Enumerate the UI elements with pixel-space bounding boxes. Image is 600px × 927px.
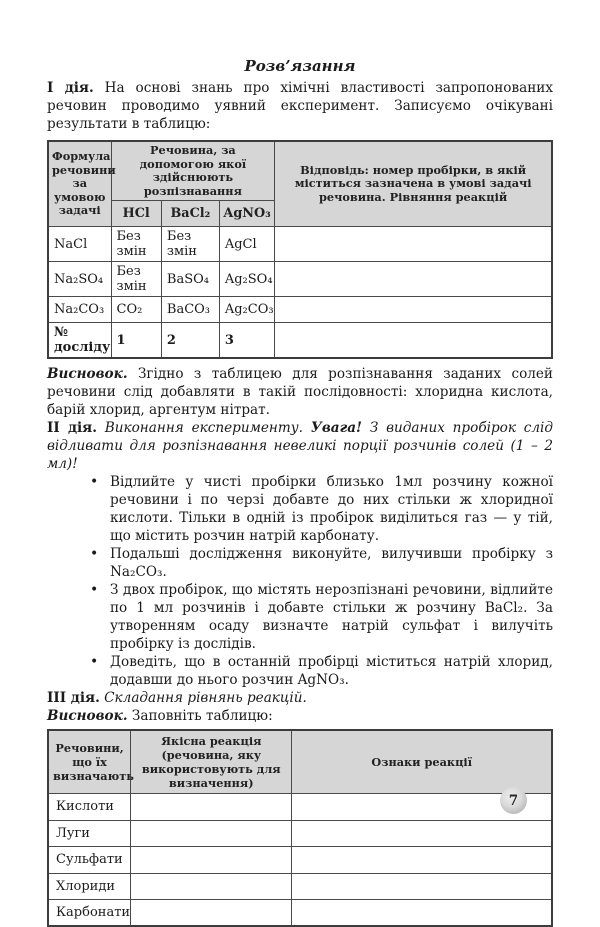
table-cell: Сульфати: [48, 847, 131, 874]
table-cell-empty: [275, 227, 552, 262]
qual-table-header-signs: Ознаки реакції: [292, 730, 552, 794]
table-cell-empty: [131, 847, 292, 874]
conclusion1-text: Згідно з таблицею для розпізнавання заданих солей речовини слід добавляти в такій послідовності: хлоридна кислота, барій хлорид, аргентум нітрат.: [47, 366, 553, 418]
table-cell-empty: [292, 873, 552, 900]
table-cell: CO₂: [111, 297, 161, 323]
recognition-table: [47, 140, 553, 359]
list-item: • З двох пробірок, що містять нерозпізнані речовини, відлийте по 1 мл розчинів і добавте стільки ж розчину BaCl₂. За утворенням осаду визначте натрій сульфат і вилучіть пробірку із дослідів.: [88, 581, 553, 653]
list-item: • Відлийте у чисті пробірки близько 1мл розчину кожної речовини і по черзі добавте до них стільки ж хлоридної кислоти. Тільки в одній із пробірок виділиться газ — у тій, що містить розчин натрій карбонату.: [88, 473, 553, 545]
page-number-badge: [500, 787, 527, 814]
act2-paragraph: [47, 419, 553, 473]
table-cell: Кислоти: [48, 794, 131, 821]
act2-subtitle: Виконання експерименту.: [104, 420, 303, 436]
table-cell-empty: [275, 297, 552, 323]
table-row: [48, 820, 552, 847]
table-row: [48, 900, 552, 927]
conclusion2-lead: Висновок.: [47, 708, 128, 724]
act2-attention: Увага!: [310, 420, 363, 436]
table-cell-empty: [275, 262, 552, 297]
table-cell: BaCO₃: [161, 297, 219, 323]
act3-lead: ІІІ дія.: [47, 690, 100, 706]
table-cell: Карбонати: [48, 900, 131, 927]
table-cell: Хлориди: [48, 873, 131, 900]
table-cell-empty: [131, 873, 292, 900]
table-cell: Ag₂SO₄: [219, 262, 274, 297]
list-item: • Доведіть, що в останній пробірці міститься натрій хлорид, додавши до нього розчин AgNO₃.: [88, 653, 553, 689]
recognition-table-header-reagents-group: Речовина, за допомогою якої здійснюють розпізнавання: [111, 141, 275, 201]
qual-table-header-substances: Речовини, що їх визначають: [48, 730, 131, 794]
recognition-table-header-answer: Відповідь: номер пробірки, в якій міститься зазначена в умові задачі речовина. Рівняння реакцій: [275, 141, 552, 227]
act3-subtitle: Складання рівнянь реакцій.: [104, 690, 307, 706]
conclusion2-paragraph: [47, 707, 553, 725]
table-cell: Без змін: [111, 227, 161, 262]
table-cell-empty: [292, 820, 552, 847]
recognition-table-header-formula: Формула речовини за умовою задачі: [48, 141, 111, 227]
table-row: [48, 847, 552, 874]
table-cell: Без змін: [161, 227, 219, 262]
table-cell-empty: [275, 323, 552, 359]
recognition-table-header-agno3: AgNO₃: [219, 201, 274, 227]
table-cell: № досліду: [48, 323, 111, 359]
table-cell: NaCl: [48, 227, 111, 262]
table-row: [48, 297, 552, 323]
page-number: 7: [508, 792, 519, 809]
qual-table-header-reaction: Якісна реакція (речовина, яку використовують для визначення): [131, 730, 292, 794]
table-cell: Na₂SO₄: [48, 262, 111, 297]
table-row: [48, 262, 552, 297]
table-row-experiment-number: [48, 323, 552, 359]
page-title: Розв’язання: [244, 57, 356, 75]
table-cell: Луги: [48, 820, 131, 847]
table-cell-empty: [131, 900, 292, 927]
recognition-table-header-bacl2: BaCl₂: [161, 201, 219, 227]
table-cell: BaSO₄: [161, 262, 219, 297]
table-cell: AgCl: [219, 227, 274, 262]
table-cell: 1: [111, 323, 161, 359]
table-row: [48, 227, 552, 262]
table-cell: Без змін: [111, 262, 161, 297]
act1-text: На основі знань про хімічні властивості запропонованих речовин проводимо уявний експеримент. Записуємо очікувані результати в таблицю:: [47, 80, 553, 132]
table-cell-empty: [292, 847, 552, 874]
act1-lead: І дія.: [47, 80, 94, 96]
table-cell: 3: [219, 323, 274, 359]
recognition-table-header-hcl: HCl: [111, 201, 161, 227]
conclusion2-text: Заповніть таблицю:: [131, 708, 273, 724]
table-row: [48, 873, 552, 900]
table-cell: Ag₂CO₃: [219, 297, 274, 323]
table-cell-empty: [131, 794, 292, 821]
experiment-steps-list: [47, 473, 553, 689]
table-cell: Na₂CO₃: [48, 297, 111, 323]
act2-warning: З виданих пробірок слід відливати для розпізнавання невеликі порції розчинів солей (1 – 2 мл)!: [47, 420, 554, 472]
conclusion1-paragraph: [47, 365, 553, 419]
list-item: • Подальші дослідження виконуйте, вилучивши пробірку з Na₂CO₃.: [88, 545, 553, 581]
act2-lead: ІІ дія.: [47, 420, 97, 436]
table-cell: 2: [161, 323, 219, 359]
table-cell-empty: [292, 900, 552, 927]
conclusion1-lead: Висновок.: [47, 366, 128, 382]
table-cell-empty: [131, 820, 292, 847]
act1-paragraph: [47, 79, 553, 133]
table-row: [48, 794, 552, 821]
act3-paragraph: [47, 689, 553, 707]
qualitative-reactions-table: [47, 729, 553, 927]
